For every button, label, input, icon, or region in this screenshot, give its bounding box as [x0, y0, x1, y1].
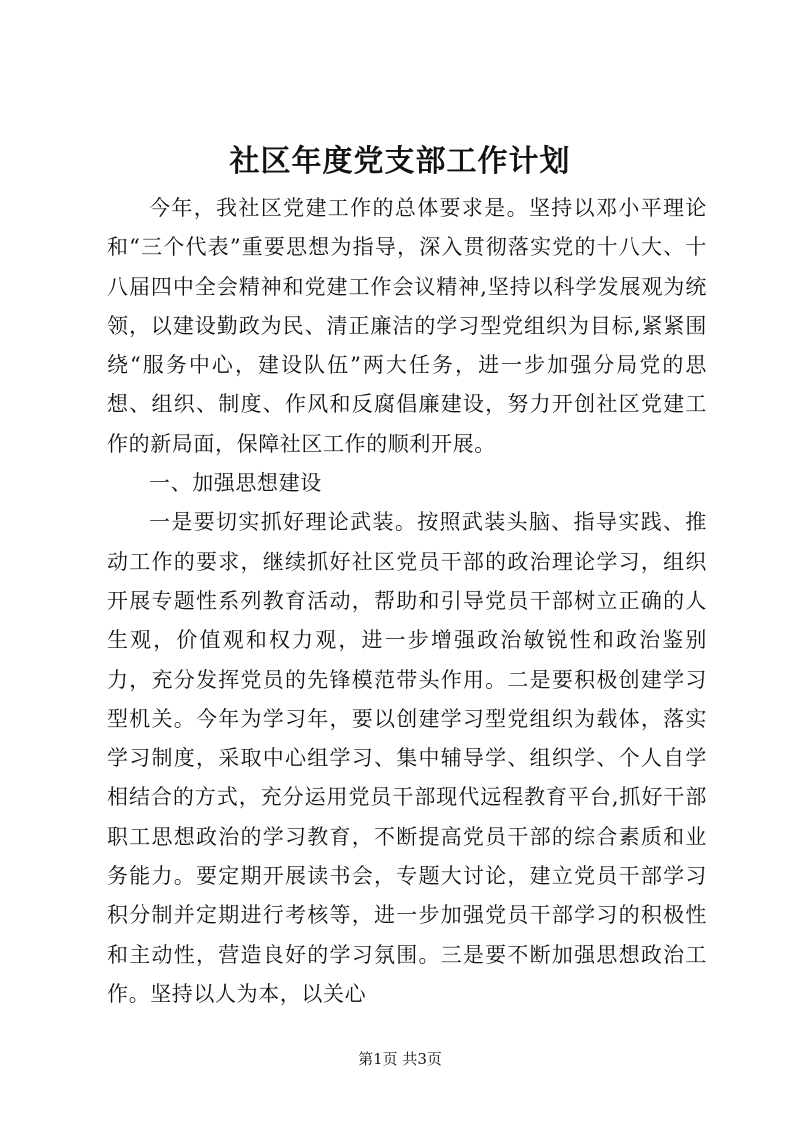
section-heading: 一、加强思想建设 [149, 471, 322, 496]
document-title: 社区年度党支部工作计划 [229, 144, 571, 179]
document-body [107, 189, 707, 1014]
paragraph-intro: 今年，我社区党建工作的总体要求是。坚持以邓小平理论和“三个代表”重要思想为指导，深入贯彻落实党的十八大、十八届四中全会精神和党建工作会议精神,坚持以科学发展观为统领，以建设勤政为民、清正廉洁的学习型党组织为目标,紧紧围绕“服务中心，建设队伍”两大任务，进一步加强分局党的思想、组织、制度、作风和反腐倡廉建设，努力开创社区党建工作的新局面，保障社区工作的顺利开展。 [107, 196, 707, 456]
paragraph-section-one: 一是要切实抓好理论武装。按照武装头脑、指导实践、推动工作的要求，继续抓好社区党员干部的政治理论学习，组织开展专题性系列教育活动，帮助和引导党员干部树立正确的人生观，价值观和权力观，进一步增强政治敏锐性和政治鉴别力，充分发挥党员的先锋模范带头作用。二是要积极创建学习型机关。今年为学习年，要以创建学习型党组织为载体，落实学习制度，采取中心组学习、集中辅导学、组织学、个人自学相结合的方式，充分运用党员干部现代远程教育平台,抓好干部职工思想政治的学习教育，不断提高党员干部的综合素质和业务能力。要定期开展读书会，专题大讨论，建立党员干部学习积分制并定期进行考核等，进一步加强党员干部学习的积极性和主动性，营造良好的学习氛围。三是要不断加强思想政治工作。坚持以人为本，以关心 [107, 510, 707, 1006]
page-footer: 第1页 共3页 [358, 1050, 442, 1068]
